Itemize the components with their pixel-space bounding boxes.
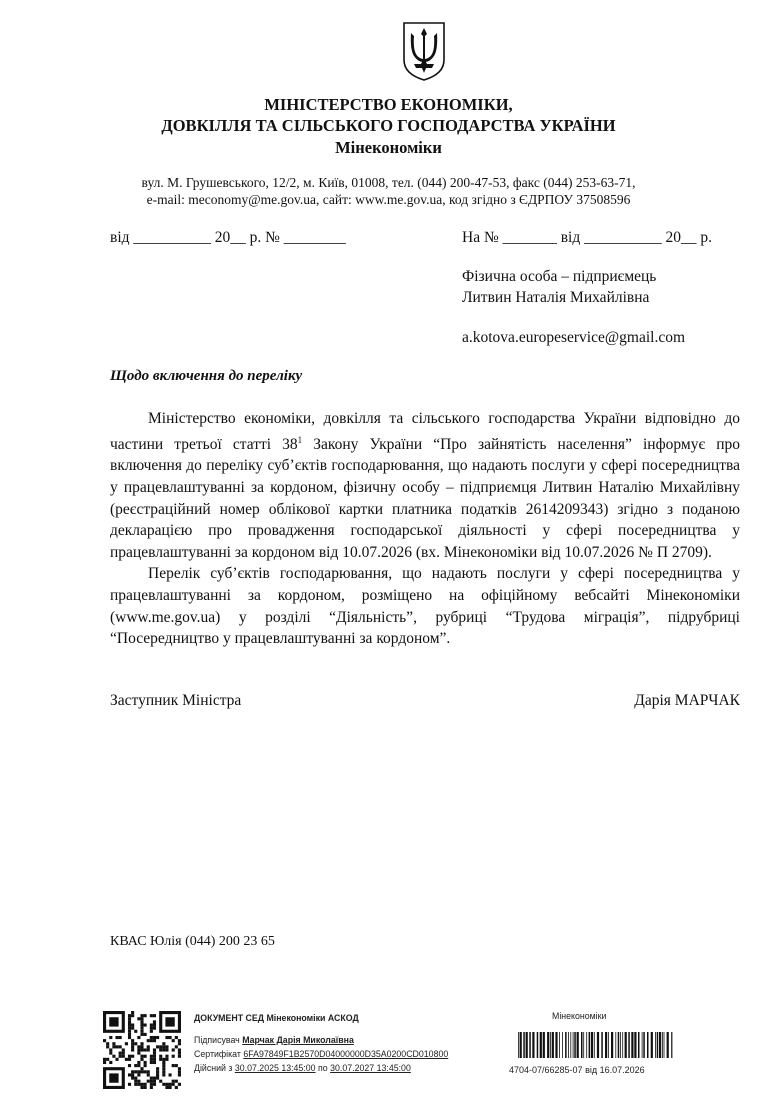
body-paragraph-1: Міністерство економіки, довкілля та сільського господарства України відповідно до частини третьої статті $38^1$ Закону України “Про зайнятість населення” інформує про включення до переліку суб’єктів господарювання, що надають послуги у сфері посередництва у працевлаштуванні за кордоном, фізичну особу – підприємця Литвин Наталію Михайлівну (реєстраційний номер облікової картки платника податків 2614209343) згідно з поданою декларацією про провадження господарської діяльності у сфері посередництва у працевлаштуванні за кордоном від 10.07.2026 (вх. Мінекономіки від 10.07.2026 № П 2709). (110, 410, 740, 561)
stamp-organization: Мінекономіки (552, 1011, 607, 1021)
recipient-type: Фізична особа – підприємець (462, 268, 657, 285)
certificate-line: Сертифікат 6FA97849F1B2570D04000000D35A0200CD010800 (194, 1049, 449, 1059)
registration-number: 4704-07/66285-07 від 16.07.2026 (509, 1065, 645, 1075)
ministry-name-line1: МІНІСТЕРСТВО ЕКОНОМІКИ, (264, 95, 513, 114)
recipient-email: a.kotova.europeservice@gmail.com (462, 329, 686, 346)
incoming-reference: На № _______ від __________ 20__ р. (462, 229, 712, 246)
validity-line: Дійсний з 30.07.2025 13:45:00 по 30.07.2027 13:45:00 (194, 1063, 411, 1073)
registration-barcode (518, 1032, 673, 1058)
outgoing-reference: від __________ 20__ р. № ________ (110, 229, 346, 246)
address-line1: вул. М. Грушевського, 12/2, м. Київ, 01008, тел. (044) 200-47-53, факс (044) 253-63-71, (141, 175, 636, 190)
coat-of-arms-emblem (402, 20, 446, 82)
letter-subject: Щодо включення до переліку (110, 368, 303, 384)
signatory-position: Заступник Міністра (110, 692, 242, 709)
letter-body (110, 408, 740, 650)
signatory-name: Дарія МАРЧАК (634, 692, 740, 709)
ministry-short-name: Мінекономіки (335, 138, 442, 157)
executor-contact: КВАС Юлія (044) 200 23 65 (110, 934, 275, 949)
certificate-serial: 6FA97849F1B2570D04000000D35A0200CD010800 (243, 1049, 449, 1059)
recipient-name: Литвин Наталія Михайлівна (462, 289, 650, 306)
qr-code (103, 1011, 181, 1089)
body-paragraph-2: Перелік суб’єктів господарювання, що надають послуги у сфері посередництва у працевлаштуванні за кордоном, розміщено на офіційному вебсайті Мінекономіки (www.me.gov.ua) у розділі “Діяльність”, рубриці “Трудова міграція”, підрубриці “Посередництво у працевлаштуванні за кордоном”. (110, 565, 740, 648)
address-line2: e-mail: meconomy@me.gov.ua, сайт: www.me.gov.ua, код згідно з ЄДРПОУ 37508596 (146, 192, 631, 207)
signer-name: Марчак Дарія Миколаївна (242, 1035, 354, 1045)
ministry-name-line2: ДОВКІЛЛЯ ТА СІЛЬСЬКОГО ГОСПОДАРСТВА УКРАЇНИ (161, 116, 616, 135)
signer-line: Підписувач Марчак Дарія Миколаївна (194, 1035, 354, 1045)
edms-document-label: ДОКУМЕНТ СЕД Мінекономіки АСКОД (194, 1013, 359, 1023)
